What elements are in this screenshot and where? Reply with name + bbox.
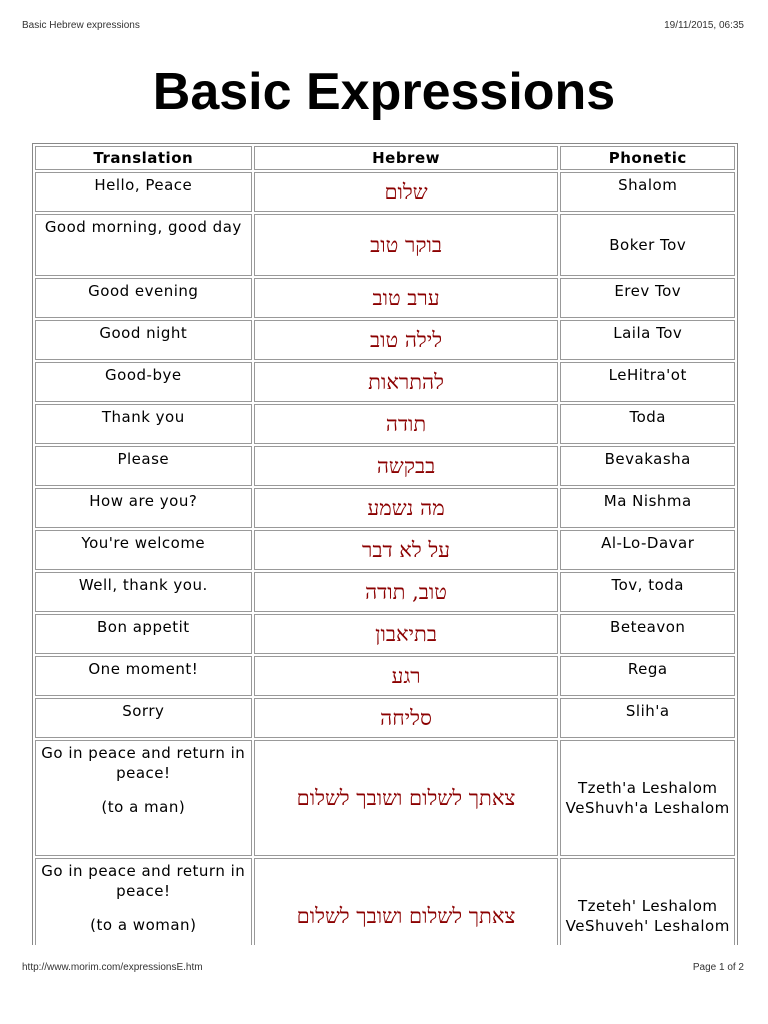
hebrew-cell: תודה — [254, 404, 559, 444]
column-header-hebrew: Hebrew — [254, 146, 559, 170]
table-row — [35, 214, 735, 276]
column-header-phonetic: Phonetic — [560, 146, 735, 170]
hebrew-cell: מה נשמע — [254, 488, 559, 528]
hebrew-cell: להתראות — [254, 362, 559, 402]
phonetic-cell: Boker Tov — [560, 214, 735, 276]
hebrew-cell: על לא דבר — [254, 530, 559, 570]
phonetic-cell: Ma Nishma — [560, 488, 735, 528]
translation-cell — [35, 740, 252, 856]
table-row — [35, 320, 735, 360]
phonetic-cell: Tzeteh' Leshalom VeShuveh' Leshalom — [560, 858, 735, 945]
table-row — [35, 530, 735, 570]
table-row — [35, 656, 735, 696]
hebrew-cell: רגע — [254, 656, 559, 696]
print-timestamp: 19/11/2015, 06:35 — [664, 20, 744, 31]
hebrew-cell: שלום — [254, 172, 559, 212]
table-row — [35, 698, 735, 738]
hebrew-cell: צאתך לשלום ושובך לשלום — [254, 858, 559, 945]
phonetic-cell: Tov, toda — [560, 572, 735, 612]
translation-cell: Good evening — [35, 278, 252, 318]
translation-cell: Sorry — [35, 698, 252, 738]
translation-cell: How are you? — [35, 488, 252, 528]
table-row — [35, 172, 735, 212]
page-title: Basic Expressions — [152, 63, 616, 121]
table-row — [35, 278, 735, 318]
phonetic-cell: Rega — [560, 656, 735, 696]
translation-cell: Bon appetit — [35, 614, 252, 654]
translation-cell: Hello, Peace — [35, 172, 252, 212]
hebrew-cell: ערב טוב — [254, 278, 559, 318]
phonetic-cell: LeHitra'ot — [560, 362, 735, 402]
phonetic-cell: Bevakasha — [560, 446, 735, 486]
table-row — [35, 614, 735, 654]
translation-cell: Well, thank you. — [35, 572, 252, 612]
phonetic-cell: Shalom — [560, 172, 735, 212]
translation-note: (to a man) — [101, 798, 186, 816]
expressions-table-container — [32, 143, 738, 945]
table-header-row — [35, 146, 735, 170]
translation-cell — [35, 858, 252, 945]
print-header — [22, 20, 744, 34]
phonetic-cell: Erev Tov — [560, 278, 735, 318]
phonetic-cell: Beteavon — [560, 614, 735, 654]
expressions-table — [32, 143, 738, 945]
page-indicator: Page 1 of 2 — [692, 962, 744, 973]
hebrew-cell: צאתך לשלום ושובך לשלום — [254, 740, 559, 856]
translation-cell: Good-bye — [35, 362, 252, 402]
translation-cell: One moment! — [35, 656, 252, 696]
translation-text: Go in peace and return in peace! — [41, 744, 246, 782]
phonetic-cell: Tzeth'a Leshalom VeShuvh'a Leshalom — [560, 740, 735, 856]
phonetic-cell: Laila Tov — [560, 320, 735, 360]
source-url: http://www.morim.com/expressionsE.htm — [22, 962, 203, 973]
table-row — [35, 488, 735, 528]
translation-text: Go in peace and return in peace! — [41, 862, 246, 900]
table-row — [35, 740, 735, 856]
hebrew-cell: בבקשה — [254, 446, 559, 486]
table-row — [35, 858, 735, 945]
hebrew-cell: בוקר טוב — [254, 214, 559, 276]
translation-cell: Thank you — [35, 404, 252, 444]
hebrew-cell: טוב, תודה — [254, 572, 559, 612]
phonetic-cell: Toda — [560, 404, 735, 444]
table-row — [35, 404, 735, 444]
translation-cell: Good morning, good day — [35, 214, 252, 276]
table-row — [35, 362, 735, 402]
print-footer — [22, 962, 744, 976]
column-header-translation: Translation — [35, 146, 252, 170]
translation-note: (to a woman) — [90, 916, 197, 934]
page-name: Basic Hebrew expressions — [22, 20, 140, 31]
phonetic-cell: Al-Lo-Davar — [560, 530, 735, 570]
translation-cell: Good night — [35, 320, 252, 360]
translation-cell: Please — [35, 446, 252, 486]
hebrew-cell: בתיאבון — [254, 614, 559, 654]
hebrew-cell: לילה טוב — [254, 320, 559, 360]
phonetic-cell: Slih'a — [560, 698, 735, 738]
table-row — [35, 446, 735, 486]
table-row — [35, 572, 735, 612]
translation-cell: You're welcome — [35, 530, 252, 570]
hebrew-cell: סליחה — [254, 698, 559, 738]
